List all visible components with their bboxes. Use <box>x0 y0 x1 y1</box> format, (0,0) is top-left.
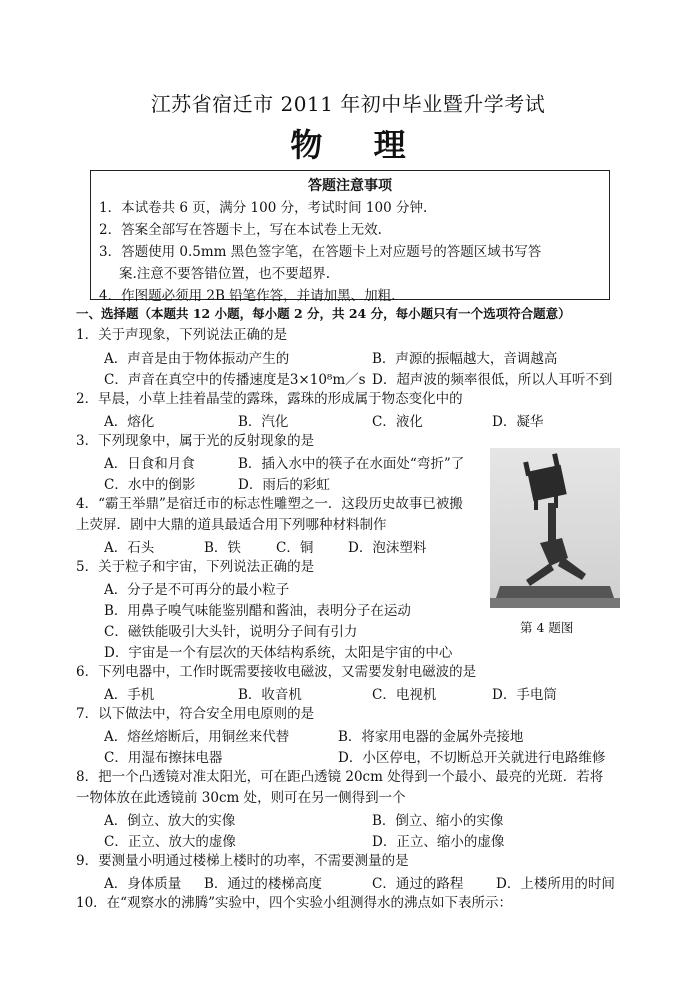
notice-item-3: 3．答题使用 0.5mm 黑色签字笔，在答题卡上对应题号的答题区域书写答 <box>99 244 542 260</box>
question-9-option-c: C．通过的路程 <box>372 876 464 892</box>
question-2-stem: 2．早晨，小草上挂着晶莹的露珠，露珠的形成属于物态变化中的 <box>76 391 463 407</box>
question-9-option-d: D．上楼所用的时间 <box>496 876 615 892</box>
question-6-option-a: A．手机 <box>104 687 155 703</box>
question-2-option-d: D．凝华 <box>492 414 544 430</box>
question-8-option-c: C．正立、放大的虚像 <box>104 834 236 850</box>
question-8-stem: 8．把一个凸透镜对准太阳光，可在距凸透镜 20cm 处得到一个最小、最亮的光斑．若将 <box>76 769 604 785</box>
question-3-option-b: B．插入水中的筷子在水面处“弯折”了 <box>238 456 465 472</box>
question-4-option-d: D．泡沫塑料 <box>348 540 427 556</box>
question-6-option-d: D．手电筒 <box>492 687 557 703</box>
question-10-stem: 10．在“观察水的沸腾”实验中，四个实验小组测得水的沸点如下表所示： <box>76 895 512 911</box>
question-9-option-b: B．通过的楼梯高度 <box>204 876 322 892</box>
question-7-option-d: D．小区停电，不切断总开关就进行电路维修 <box>338 750 606 766</box>
question-8-option-d: D．正立、缩小的虚像 <box>372 834 505 850</box>
question-3-option-a: A．日食和月食 <box>104 456 195 472</box>
question-7-option-b: B．将家用电器的金属外壳接地 <box>338 729 524 745</box>
question-2-option-b: B．汽化 <box>238 414 289 430</box>
question-6-option-c: C．电视机 <box>372 687 437 703</box>
notice-item-2: 2．答案全部写在答题卡上，写在本试卷上无效. <box>99 222 382 238</box>
question-5-option-a: A．分子是不可再分的最小粒子 <box>104 582 290 598</box>
question-6-stem: 6．下列电器中，工作时既需要接收电磁波，又需要发射电磁波的是 <box>76 664 477 680</box>
notice-heading: 答题注意事项 <box>308 178 392 194</box>
notice-item-3-cont <box>99 263 601 285</box>
question-8-stem-cont: 一物体放在此透镜前 30cm 处，则可在另一侧得到一个 <box>76 790 406 806</box>
statue-photo-icon <box>490 448 620 608</box>
question-1-stem: 1．关于声现象，下列说法正确的是 <box>76 327 288 343</box>
question-5-option-d: D．宇宙是一个有层次的天体结构系统，太阳是宇宙的中心 <box>104 645 453 661</box>
figure-caption: 第 4 题图 <box>520 620 574 635</box>
question-2-option-c: C．液化 <box>372 414 423 430</box>
question-3-option-c: C．水中的倒影 <box>104 477 196 493</box>
statue-photo <box>490 448 620 608</box>
question-4-option-a: A．石头 <box>104 540 155 556</box>
question-4-stem-cont: 上荧屏．剧中大鼎的道具最适合用下列哪种材料制作 <box>76 517 387 533</box>
section-heading: 一、选择题（本题共 12 小题，每小题 2 分，共 24 分，每小题只有一个选项符合题意） <box>76 306 571 321</box>
question-1-option-b: B．声源的振幅越大，音调越高 <box>372 351 558 367</box>
question-7-option-c: C．用湿布擦抹电器 <box>104 750 223 766</box>
question-9-option-a: A．身体质量 <box>104 876 182 892</box>
question-9-stem: 9．要测量小明通过楼梯上楼时的功率，不需要测量的是 <box>76 853 409 869</box>
notice-item-3-continuation: 案.注意不要答错位置，也不要超界. <box>119 266 331 282</box>
question-7-stem: 7．以下做法中，符合安全用电原则的是 <box>76 706 315 722</box>
notice-box <box>90 170 610 304</box>
question-4-option-c: C．铜 <box>276 540 314 556</box>
question-8-option-a: A．倒立、放大的实像 <box>104 813 236 829</box>
question-3-option-d: D．雨后的彩虹 <box>238 477 330 493</box>
exam-title: 江苏省宿迁市 2011 年初中毕业暨升学考试 <box>150 92 546 116</box>
question-1-option-c: C．声音在真空中的传播速度是3×10⁸m／s <box>104 372 366 388</box>
notice-item-4: 4．作图题必须用 2B 铅笔作答，并请加黑、加粗. <box>99 288 396 304</box>
question-3-stem: 3．下列现象中，属于光的反射现象的是 <box>76 433 315 449</box>
question-4-option-b: B．铁 <box>204 540 241 556</box>
question-2-option-a: A．熔化 <box>104 414 155 430</box>
question-1-option-a: A．声音是由于物体振动产生的 <box>104 351 290 367</box>
question-1-option-d: D．超声波的频率很低，所以人耳听不到 <box>372 372 613 388</box>
question-5-stem: 5．关于粒子和宇宙，下列说法正确的是 <box>76 559 315 575</box>
subject-title: 物 理 <box>290 126 406 164</box>
question-8-option-b: B．倒立、缩小的实像 <box>372 813 504 829</box>
question-4-stem: 4．“霸王举鼎”是宿迁市的标志性雕塑之一．这段历史故事已被搬 <box>76 496 463 512</box>
question-6-option-b: B．收音机 <box>238 687 302 703</box>
question-5-option-c: C．磁铁能吸引大头针，说明分子间有引力 <box>104 624 358 640</box>
question-7-option-a: A．熔丝熔断后，用铜丝来代替 <box>104 729 290 745</box>
notice-item-1: 1．本试卷共 6 页，满分 100 分，考试时间 100 分钟. <box>99 200 428 216</box>
question-5-option-b: B．用鼻子嗅气味能鉴别醋和酱油，表明分子在运动 <box>104 603 411 619</box>
